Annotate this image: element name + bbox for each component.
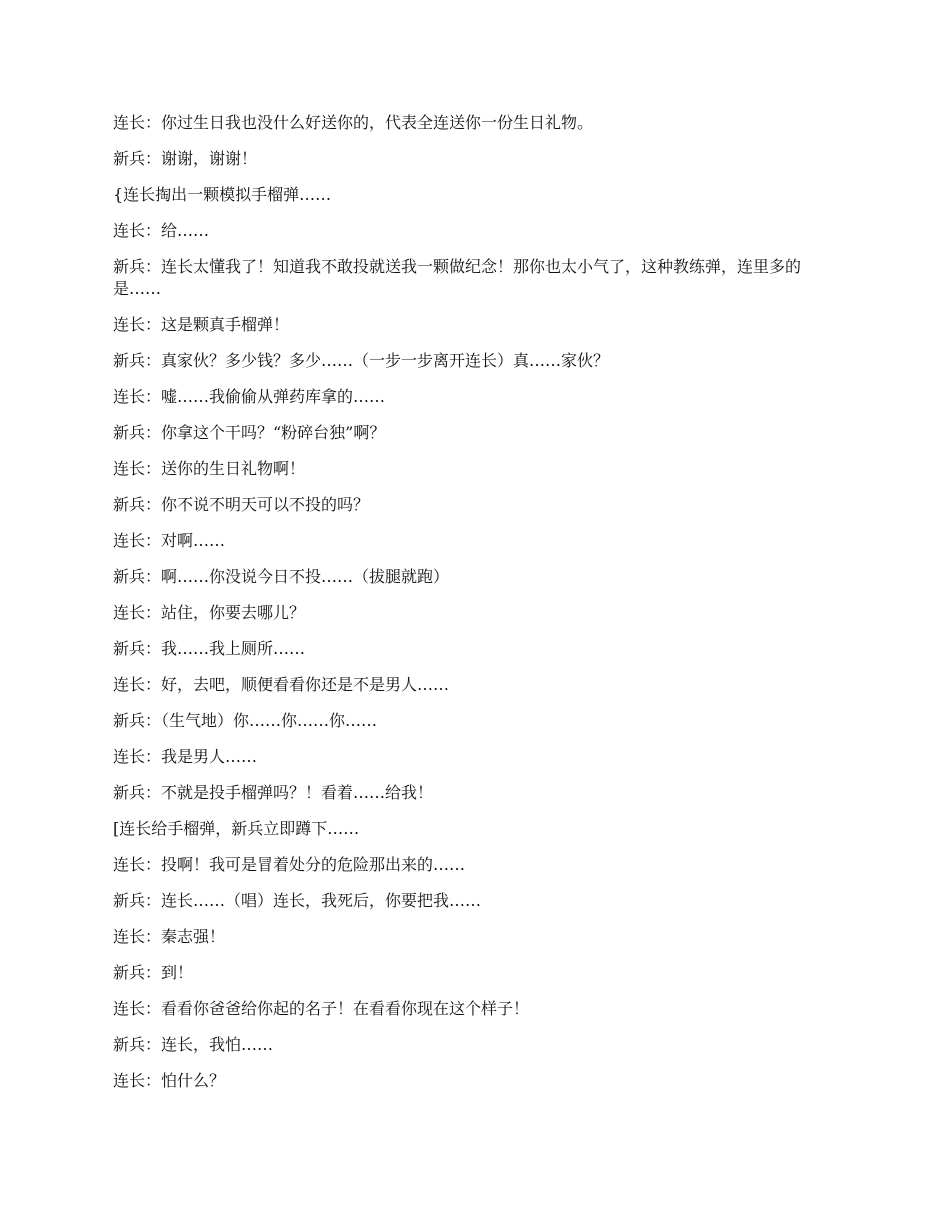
dialogue-line: 连长：你过生日我也没什么好送你的，代表全连送你一份生日礼物。 xyxy=(113,113,594,132)
dialogue-line: 新兵：真家伙？多少钱？多少……（一步一步离开连长）真……家伙？ xyxy=(113,351,610,370)
dialogue-line: 连长：送你的生日礼物啊！ xyxy=(113,459,306,478)
dialogue-line: 新兵：谢谢，谢谢！ xyxy=(113,149,258,168)
stage-direction: {连长掏出一颗模拟手榴弹…… xyxy=(113,185,332,204)
dialogue-line: 连长：站住，你要去哪儿？ xyxy=(113,603,306,622)
dialogue-line: 新兵：连长太懂我了！知道我不敢投就送我一颗做纪念！那你也太小气了，这种教练弹，连里多的是…… xyxy=(113,257,802,298)
dialogue-line: 新兵：我……我上厕所…… xyxy=(113,639,306,658)
dialogue-line: 新兵：（生气地）你……你……你…… xyxy=(113,711,378,730)
dialogue-line: 新兵：不就是投手榴弹吗？！看着……给我！ xyxy=(113,783,434,802)
script-body xyxy=(113,112,843,1106)
dialogue-line: 连长：这是颗真手榴弹！ xyxy=(113,315,290,334)
dialogue-line: 连长：对啊…… xyxy=(113,531,226,550)
dialogue-line: 连长：投啊！我可是冒着处分的危险那出来的…… xyxy=(113,855,466,874)
dialogue-line: 连长：怕什么？ xyxy=(113,1071,226,1090)
dialogue-line: 新兵：你不说不明天可以不投的吗？ xyxy=(113,495,370,514)
dialogue-line: 连长：看看你爸爸给你起的名子！在看看你现在这个样子！ xyxy=(113,999,530,1018)
dialogue-line: 连长：嘘……我偷偷从弹药库拿的…… xyxy=(113,387,386,406)
dialogue-line: 新兵：到！ xyxy=(113,963,194,982)
dialogue-line: 连长：好，去吧，顺便看看你还是不是男人…… xyxy=(113,675,450,694)
dialogue-line: 新兵：啊……你没说今日不投……（拔腿就跑） xyxy=(113,567,450,586)
dialogue-line: 新兵：连长……（唱）连长，我死后，你要把我…… xyxy=(113,891,482,910)
dialogue-line: 新兵：连长，我怕…… xyxy=(113,1035,274,1054)
dialogue-line: 连长：给…… xyxy=(113,221,210,240)
stage-direction: [连长给手榴弹，新兵立即蹲下…… xyxy=(113,819,360,838)
dialogue-line: 连长：我是男人…… xyxy=(113,747,258,766)
dialogue-line: 新兵：你拿这个干吗？“粉碎台独”啊？ xyxy=(113,423,386,442)
dialogue-line: 连长：秦志强！ xyxy=(113,927,226,946)
